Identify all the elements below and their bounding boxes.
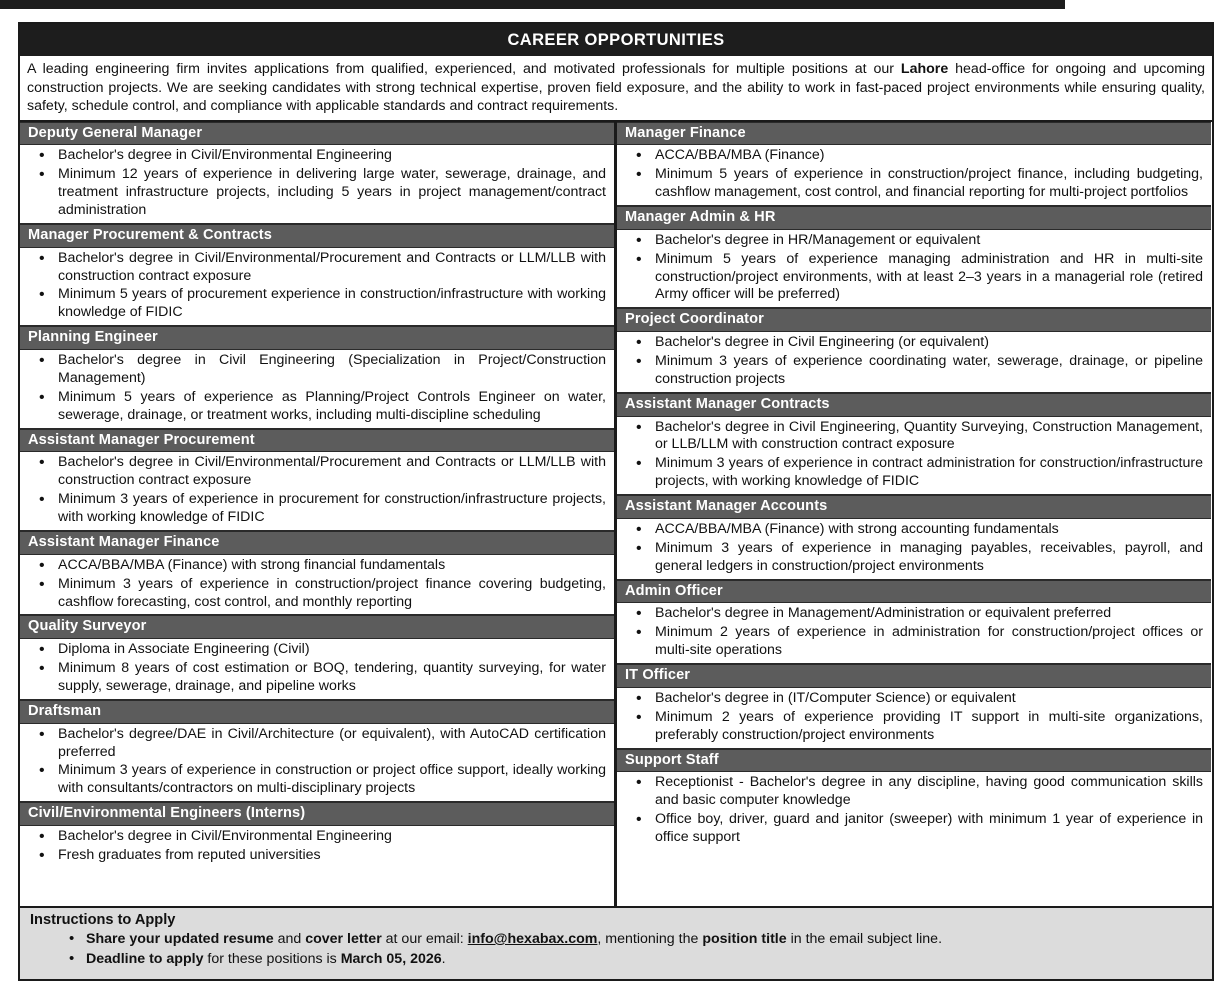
job-requirements xyxy=(617,688,1211,748)
email-link[interactable]: info@hexabax.com xyxy=(467,931,598,948)
job-requirements xyxy=(20,555,614,615)
instruction-bold-position-title: position title xyxy=(702,931,787,948)
job-entry xyxy=(617,206,1211,308)
requirement-item: • Fresh graduates from reputed universities xyxy=(58,847,606,865)
requirement-list xyxy=(617,418,1203,493)
instruction-item-deadline xyxy=(86,950,1202,968)
job-columns xyxy=(20,122,1212,907)
right-column xyxy=(615,122,1211,907)
intro-paragraph xyxy=(20,56,1212,121)
job-entry xyxy=(20,429,614,531)
requirement-item: • Minimum 3 years of experience in procurement for construction/infrastructure projects, with working knowledge of FIDIC xyxy=(58,491,606,527)
instructions-section xyxy=(20,906,1212,979)
job-title: Quality Surveyor xyxy=(20,615,614,639)
instruction-text-3: , mentioning the xyxy=(597,931,703,948)
job-title: Support Staff xyxy=(617,749,1211,773)
requirement-item: • Minimum 12 years of experience in delivering large water, sewerage, drainage, and treatment infrastructure projects, including 5 years in project management/contract administration xyxy=(58,166,606,220)
job-title: Assistant Manager Accounts xyxy=(617,495,1211,519)
requirement-item: • Minimum 3 years of experience coordinating water, sewerage, drainage, or pipeline construction projects xyxy=(655,353,1203,389)
left-column xyxy=(20,122,616,907)
requirement-item: • Minimum 3 years of experience in construction or project office support, ideally working with consultants/contractors on multi-disciplinary projects xyxy=(58,762,606,798)
job-entry xyxy=(20,802,614,868)
job-requirements xyxy=(617,519,1211,579)
requirement-item: • Bachelor's degree in Civil/Environmental Engineering xyxy=(58,147,606,165)
job-title: Draftsman xyxy=(20,700,614,724)
requirement-item: • Minimum 2 years of experience providing IT support in multi-site organizations, preferably construction/project environments xyxy=(655,709,1203,745)
instruction-text-2: at our email: xyxy=(381,931,468,948)
instructions-title: Instructions to Apply xyxy=(30,912,176,929)
requirement-item: • Bachelor's degree in Civil Engineering (or equivalent) xyxy=(655,334,1203,352)
job-entry xyxy=(20,700,614,802)
job-entry xyxy=(617,308,1211,392)
requirement-item: • Bachelor's degree in Civil/Environmental Engineering xyxy=(58,828,606,846)
job-entry xyxy=(617,664,1211,748)
requirement-list xyxy=(20,249,606,324)
requirement-list xyxy=(617,520,1203,577)
requirement-item: • Bachelor's degree in Civil/Environmental/Procurement and Contracts or LLM/LLB with construction contract exposure xyxy=(58,454,606,490)
job-entry xyxy=(20,615,614,699)
job-title: Manager Finance xyxy=(617,122,1211,146)
requirement-item: • Bachelor's degree in (IT/Computer Science) or equivalent xyxy=(655,690,1203,708)
intro-text-part1: A leading engineering firm invites applications from qualified, experienced, and motivated professionals for multiple positions at our xyxy=(27,61,901,78)
requirement-item: • Bachelor's degree/DAE in Civil/Architecture (or equivalent), with AutoCAD certification preferred xyxy=(58,726,606,762)
requirement-item: • Minimum 3 years of experience in managing payables, receivables, payroll, and general ledgers in construction/project environments xyxy=(655,540,1203,576)
intro-text-part2: head-office for ongoing and upcoming construction projects. We are seeking candidates with strong technical expertise, proven field exposure, and the ability to work in fast-paced project environments while ensuring quality, safety, schedule control, and compliance with applicable standards and contract requirements. xyxy=(27,61,1205,115)
requirement-item: • ACCA/BBA/MBA (Finance) with strong financial fundamentals xyxy=(58,557,606,575)
job-title: Civil/Environmental Engineers (Interns) xyxy=(20,802,614,826)
job-entry xyxy=(20,224,614,326)
job-requirements xyxy=(20,145,614,223)
job-title: Deputy General Manager xyxy=(20,122,614,146)
job-requirements xyxy=(20,724,614,802)
requirement-item: • Office boy, driver, guard and janitor (sweeper) with minimum 1 year of experience in office support xyxy=(655,811,1203,847)
requirement-item: • Bachelor's degree in Civil Engineering (Specialization in Project/Construction Management) xyxy=(58,352,606,388)
requirement-item: • ACCA/BBA/MBA (Finance) with strong accounting fundamentals xyxy=(655,521,1203,539)
requirement-list xyxy=(617,146,1203,203)
requirement-list xyxy=(20,556,606,613)
job-requirements xyxy=(20,350,614,428)
job-entry xyxy=(617,749,1211,850)
job-title: Assistant Manager Procurement xyxy=(20,429,614,453)
requirement-list xyxy=(617,604,1203,661)
job-requirements xyxy=(617,772,1211,850)
requirement-item: • Minimum 5 years of procurement experience in construction/infrastructure with working knowledge of FIDIC xyxy=(58,286,606,322)
job-requirements xyxy=(617,145,1211,205)
job-title: Manager Procurement & Contracts xyxy=(20,224,614,248)
requirement-list xyxy=(20,146,606,221)
requirement-item: • Minimum 3 years of experience in contract administration for construction/infrastructure projects, with working knowledge of FIDIC xyxy=(655,455,1203,491)
job-title: Project Coordinator xyxy=(617,308,1211,332)
requirement-list xyxy=(20,351,606,426)
requirement-list xyxy=(617,231,1203,306)
requirement-list xyxy=(20,827,606,866)
job-entry xyxy=(20,531,614,615)
job-title: Assistant Manager Contracts xyxy=(617,393,1211,417)
job-entry xyxy=(617,122,1211,206)
job-requirements xyxy=(617,603,1211,663)
requirement-list xyxy=(20,725,606,800)
job-requirements xyxy=(20,639,614,699)
job-requirements xyxy=(617,230,1211,308)
job-requirements xyxy=(617,332,1211,392)
requirement-item: • Minimum 3 years of experience in construction/project finance covering budgeting, cashflow forecasting, cost control, and monthly reporting xyxy=(58,576,606,612)
instructions-list xyxy=(30,930,1202,968)
job-entry xyxy=(617,580,1211,664)
job-entry xyxy=(20,122,614,224)
instruction-bold-deadline: Deadline to apply xyxy=(86,950,204,967)
requirement-item: • Bachelor's degree in Civil/Environmental/Procurement and Contracts or LLM/LLB with construction contract exposure xyxy=(58,250,606,286)
job-entry xyxy=(20,326,614,428)
instruction-text-1: and xyxy=(273,931,306,948)
instruction-bold-cover-letter: cover letter xyxy=(305,931,382,948)
requirement-item: • Bachelor's degree in Management/Administration or equivalent preferred xyxy=(655,605,1203,623)
job-title: Assistant Manager Finance xyxy=(20,531,614,555)
requirement-item: • ACCA/BBA/MBA (Finance) xyxy=(655,147,1203,165)
job-requirements xyxy=(20,826,614,868)
intro-city: Lahore xyxy=(900,61,949,78)
requirement-item: • Minimum 8 years of cost estimation or BOQ, tendering, quantity surveying, for water supply, sewerage, drainage, and pipeline works xyxy=(58,660,606,696)
requirement-item: • Bachelor's degree in HR/Management or equivalent xyxy=(655,232,1203,250)
job-requirements xyxy=(617,417,1211,495)
job-entry xyxy=(617,393,1211,495)
requirement-list xyxy=(20,453,606,528)
requirement-list xyxy=(617,773,1203,848)
job-requirements xyxy=(20,248,614,326)
instruction-text-6: . xyxy=(441,950,446,967)
requirement-item: • Minimum 5 years of experience managing administration and HR in multi-site construction/project environments, with at least 2–3 years in a managerial role (retired Army officer will be preferred) xyxy=(655,251,1203,305)
instruction-item-apply xyxy=(86,930,1202,948)
job-requirements xyxy=(20,452,614,530)
requirement-item: • Minimum 2 years of experience in administration for construction/project offices or multi-site operations xyxy=(655,624,1203,660)
instruction-bold-date: March 05, 2026 xyxy=(340,950,442,967)
scan-edge-strip xyxy=(0,0,1065,9)
requirement-list xyxy=(20,640,606,697)
requirement-item: • Diploma in Associate Engineering (Civil) xyxy=(58,641,606,659)
instruction-text-5: for these positions is xyxy=(203,950,341,967)
requirement-item: • Minimum 5 years of experience as Planning/Project Controls Engineer on water, sewerage, drainage, or treatment works, including multi-discipline scheduling xyxy=(58,389,606,425)
requirement-item: • Minimum 5 years of experience in construction/project finance, including budgeting, cashflow management, cost control, and financial reporting for multi-project portfolios xyxy=(655,166,1203,202)
job-title: IT Officer xyxy=(617,664,1211,688)
requirement-list xyxy=(617,689,1203,746)
instruction-text-4: in the email subject line. xyxy=(786,931,943,948)
requirement-item: • Bachelor's degree in Civil Engineering, Quantity Surveying, Construction Management, or LLB/LLM with construction contract exposure xyxy=(655,419,1203,455)
job-title: Admin Officer xyxy=(617,580,1211,604)
job-advertisement xyxy=(18,22,1214,981)
requirement-list xyxy=(617,333,1203,390)
job-title: Manager Admin & HR xyxy=(617,206,1211,230)
job-title: Planning Engineer xyxy=(20,326,614,350)
requirement-item: • Receptionist - Bachelor's degree in any discipline, having good communication skills and basic computer knowledge xyxy=(655,774,1203,810)
job-entry xyxy=(617,495,1211,579)
instruction-bold-resume: Share your updated resume xyxy=(86,931,274,948)
page-title: CAREER OPPORTUNITIES xyxy=(20,24,1212,56)
